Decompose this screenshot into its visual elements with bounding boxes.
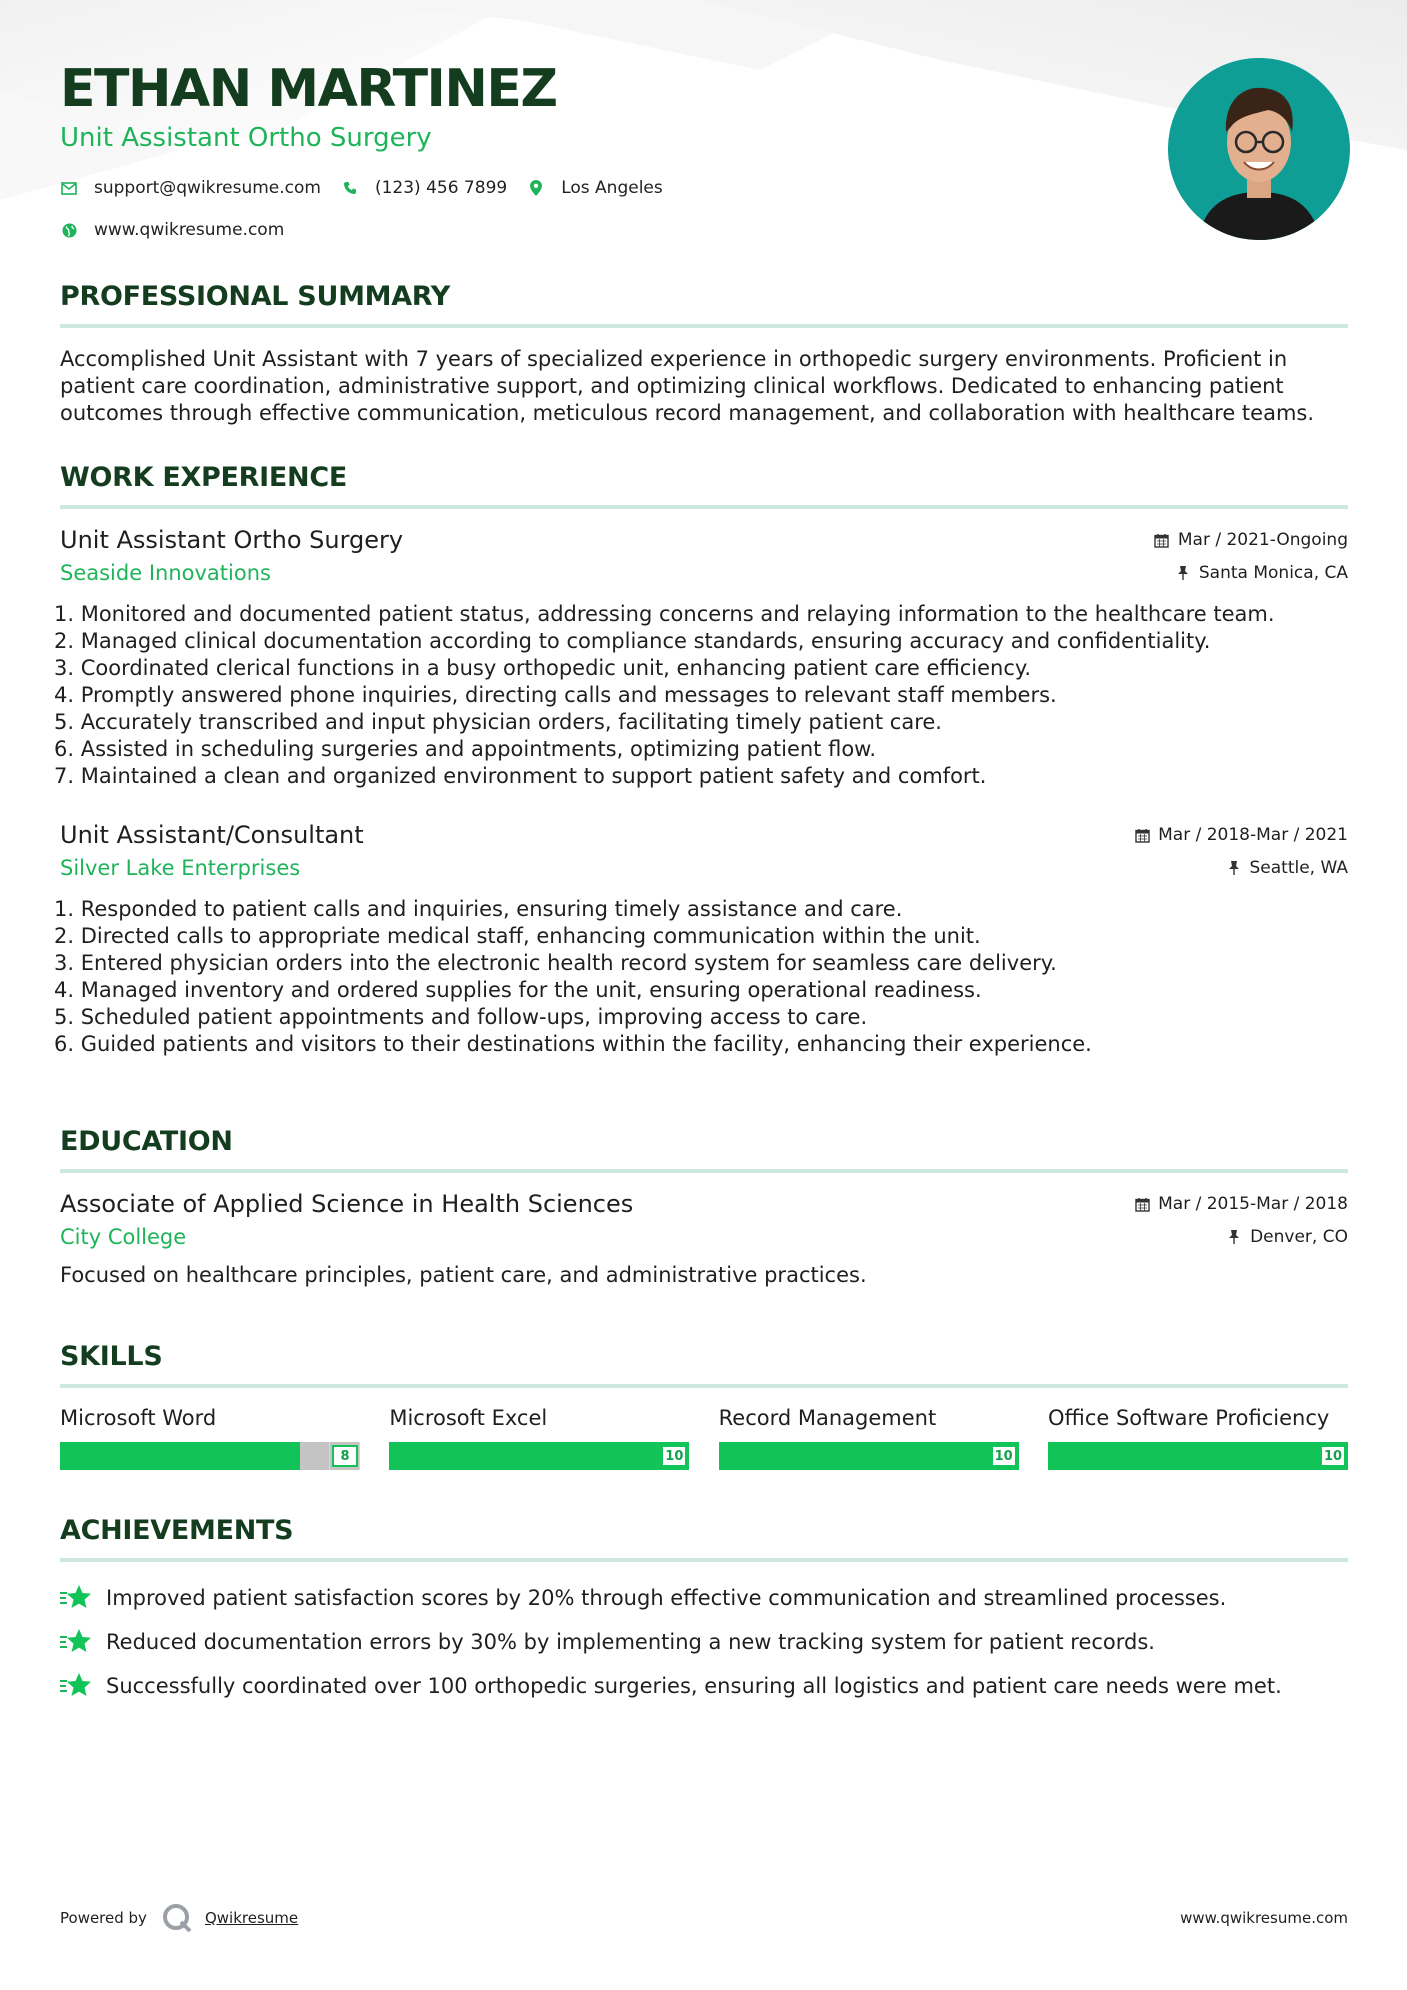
education-section [60,1125,1348,1289]
skill-meter [389,1442,689,1470]
skill-meter [719,1442,1019,1470]
skill-name: Office Software Proficiency [1047,1406,1330,1430]
location-text: Los Angeles [561,178,663,198]
skill-segment [1288,1442,1318,1470]
skill-segment [839,1442,869,1470]
experience-section [54,461,1348,1058]
skill-segment [449,1442,479,1470]
skill-segment [629,1442,659,1470]
globe-icon [60,221,78,239]
job-location: Santa Monica, CA [1198,563,1348,583]
skill-segment [180,1442,210,1470]
footer-credit [60,1902,298,1934]
skill-name: Microsoft Word [60,1406,217,1430]
list-item: 4. Managed inventory and ordered supplies for the unit, ensuring operational readiness. [54,978,982,1002]
skill-segment [1228,1442,1258,1470]
list-item [60,1664,1348,1708]
calendar-icon [1134,827,1150,843]
list-item: 3. Entered physician orders into the electronic health record system for seamless care delivery. [54,951,1057,975]
pushpin-icon [1175,565,1191,581]
skill-level-badge: 10 [991,1445,1017,1467]
job-title: Unit Assistant Ortho Surgery [60,526,404,554]
list-item: 7. Maintained a clean and organized environment to support patient safety and comfort. [54,764,987,788]
skill-level-badge: 10 [661,1445,687,1467]
job-bullets [54,601,1348,790]
job-meta [1134,824,1348,879]
skill-segment [1138,1442,1168,1470]
achievements-heading: ACHIEVEMENTS [60,1515,294,1546]
skills-section [60,1340,1348,1470]
footer-brand-link[interactable]: Qwikresume [204,1909,299,1927]
education-dates: Mar / 2015-Mar / 2018 [1158,1194,1348,1214]
list-item: 1. Monitored and documented patient status, addressing concerns and relaying information to the healthcare team. [54,602,1275,626]
skill-segment [240,1442,270,1470]
skill-name: Microsoft Excel [389,1406,548,1430]
experience-heading: WORK EXPERIENCE [60,462,347,493]
list-item: 5. Scheduled patient appointments and follow-ups, improving access to care. [54,1005,868,1029]
pushpin-icon [1226,1229,1242,1245]
contact-website[interactable] [60,220,284,240]
section-divider [60,505,1348,509]
phone-icon [341,179,359,197]
page-footer [60,1898,1348,1938]
degree-title: Associate of Applied Science in Health Sciences [60,1190,634,1218]
email-text: support@qwikresume.com [94,178,321,198]
job-dates: Mar / 2018-Mar / 2021 [1158,825,1348,845]
contact-location [527,178,663,198]
skill-segment [1108,1442,1138,1470]
skill-segment [1048,1442,1078,1470]
skill-segment [419,1442,449,1470]
summary-section [60,280,1348,427]
education-meta [1134,1193,1348,1248]
phone-text: (123) 456 7899 [374,178,508,198]
list-item: 4. Promptly answered phone inquiries, directing calls and messages to relevant staff members. [54,683,1057,707]
skill-segment [959,1442,989,1470]
star-icon [60,1583,92,1613]
pushpin-icon [1226,860,1242,876]
section-divider [60,1169,1348,1173]
contact-phone[interactable] [341,178,507,198]
skill-segment [90,1442,120,1470]
skill-segment [569,1442,599,1470]
skill-segment [60,1442,90,1470]
job-meta [1154,529,1348,584]
education-entry [60,1189,1348,1289]
skill-meter [1048,1442,1348,1470]
skill-segment [779,1442,809,1470]
candidate-role: Unit Assistant Ortho Surgery [60,123,432,153]
skill-segment [120,1442,150,1470]
education-heading: EDUCATION [60,1126,233,1157]
skill-segment [809,1442,839,1470]
skill-segment [389,1442,419,1470]
skill-segment [300,1442,330,1470]
star-icon [60,1627,92,1657]
skill-segment [929,1442,959,1470]
calendar-icon [1154,532,1170,548]
list-item: 2. Directed calls to appropriate medical staff, enhancing communication within the unit. [54,924,981,948]
star-icon [60,1671,92,1701]
achievements-list [60,1576,1348,1708]
powered-by-label: Powered by [60,1909,147,1927]
skill-segment [270,1442,300,1470]
job-company: Seaside Innovations [60,561,271,585]
profile-photo [1168,58,1350,240]
map-pin-icon [527,179,545,197]
job-entry [54,525,1348,790]
list-item: 1. Responded to patient calls and inquiries, ensuring timely assistance and care. [54,897,903,921]
resume-header [60,60,1060,242]
education-description: Focused on healthcare principles, patient care, and administrative practices. [60,1263,867,1287]
skill-item [1048,1404,1348,1470]
footer-website-link[interactable]: www.qwikresume.com [1180,1909,1348,1927]
website-text: www.qwikresume.com [94,220,285,240]
job-entry [54,820,1348,1058]
qwikresume-logo-icon [161,1902,193,1934]
skill-segment [1258,1442,1288,1470]
skill-segment [599,1442,629,1470]
skill-segment [479,1442,509,1470]
skill-item [389,1404,689,1470]
skill-segment [1078,1442,1108,1470]
list-item [60,1620,1348,1664]
achievements-section [60,1514,1348,1708]
skill-segment [1198,1442,1228,1470]
skill-segment [749,1442,779,1470]
achievement-text: Improved patient satisfaction scores by 20% through effective communication and streamlined processes. [106,1586,1227,1610]
list-item: 3. Coordinated clerical functions in a busy orthopedic unit, enhancing patient care efficiency. [54,656,1032,680]
summary-text: Accomplished Unit Assistant with 7 years of specialized experience in orthopedic surgery environments. Proficient in patient care coordination, administrative support, and optimizing clinical workflows. Dedicated to enhancing patient outcomes through effective communication, meticulous record management, and collaboration with healthcare teams. [60,347,1315,425]
contact-email[interactable] [60,178,321,198]
skill-item [719,1404,1019,1470]
skill-segment [719,1442,749,1470]
candidate-name: ETHAN MARTINEZ [60,59,557,119]
list-item: 5. Accurately transcribed and input physician orders, facilitating timely patient care. [54,710,942,734]
contact-row-2 [60,218,1060,242]
skill-segment [539,1442,569,1470]
list-item: 2. Managed clinical documentation according to compliance standards, ensuring accuracy and confidentiality. [54,629,1211,653]
envelope-icon [60,179,78,197]
section-divider [60,1558,1348,1562]
achievement-text: Successfully coordinated over 100 orthopedic surgeries, ensuring all logistics and patient care needs were met. [106,1674,1282,1698]
summary-heading: PROFESSIONAL SUMMARY [60,281,451,312]
achievement-text: Reduced documentation errors by 30% by implementing a new tracking system for patient records. [106,1630,1155,1654]
education-location: Denver, CO [1250,1227,1348,1247]
contact-row [60,176,1060,200]
job-title: Unit Assistant/Consultant [60,821,364,849]
skill-segment [869,1442,899,1470]
skills-row [60,1404,1348,1470]
calendar-icon [1134,1196,1150,1212]
list-item: 6. Guided patients and visitors to their destinations within the facility, enhancing their experience. [54,1032,1092,1056]
skills-heading: SKILLS [60,1341,163,1372]
skill-level-badge: 8 [332,1445,358,1467]
section-divider [60,1384,1348,1388]
job-dates: Mar / 2021-Ongoing [1177,530,1348,550]
skill-segment [899,1442,929,1470]
job-location: Seattle, WA [1249,858,1348,878]
skill-name: Record Management [718,1406,937,1430]
skill-segment [210,1442,240,1470]
school-name: City College [60,1225,187,1249]
job-bullets [54,896,1348,1058]
skill-level-badge: 10 [1320,1445,1346,1467]
skill-segment [150,1442,180,1470]
skill-item [60,1404,360,1470]
skill-segment [1168,1442,1198,1470]
job-company: Silver Lake Enterprises [60,856,301,880]
skill-segment [509,1442,539,1470]
list-item [60,1576,1348,1620]
skill-meter [60,1442,360,1470]
section-divider [60,324,1348,328]
list-item: 6. Assisted in scheduling surgeries and appointments, optimizing patient flow. [54,737,877,761]
